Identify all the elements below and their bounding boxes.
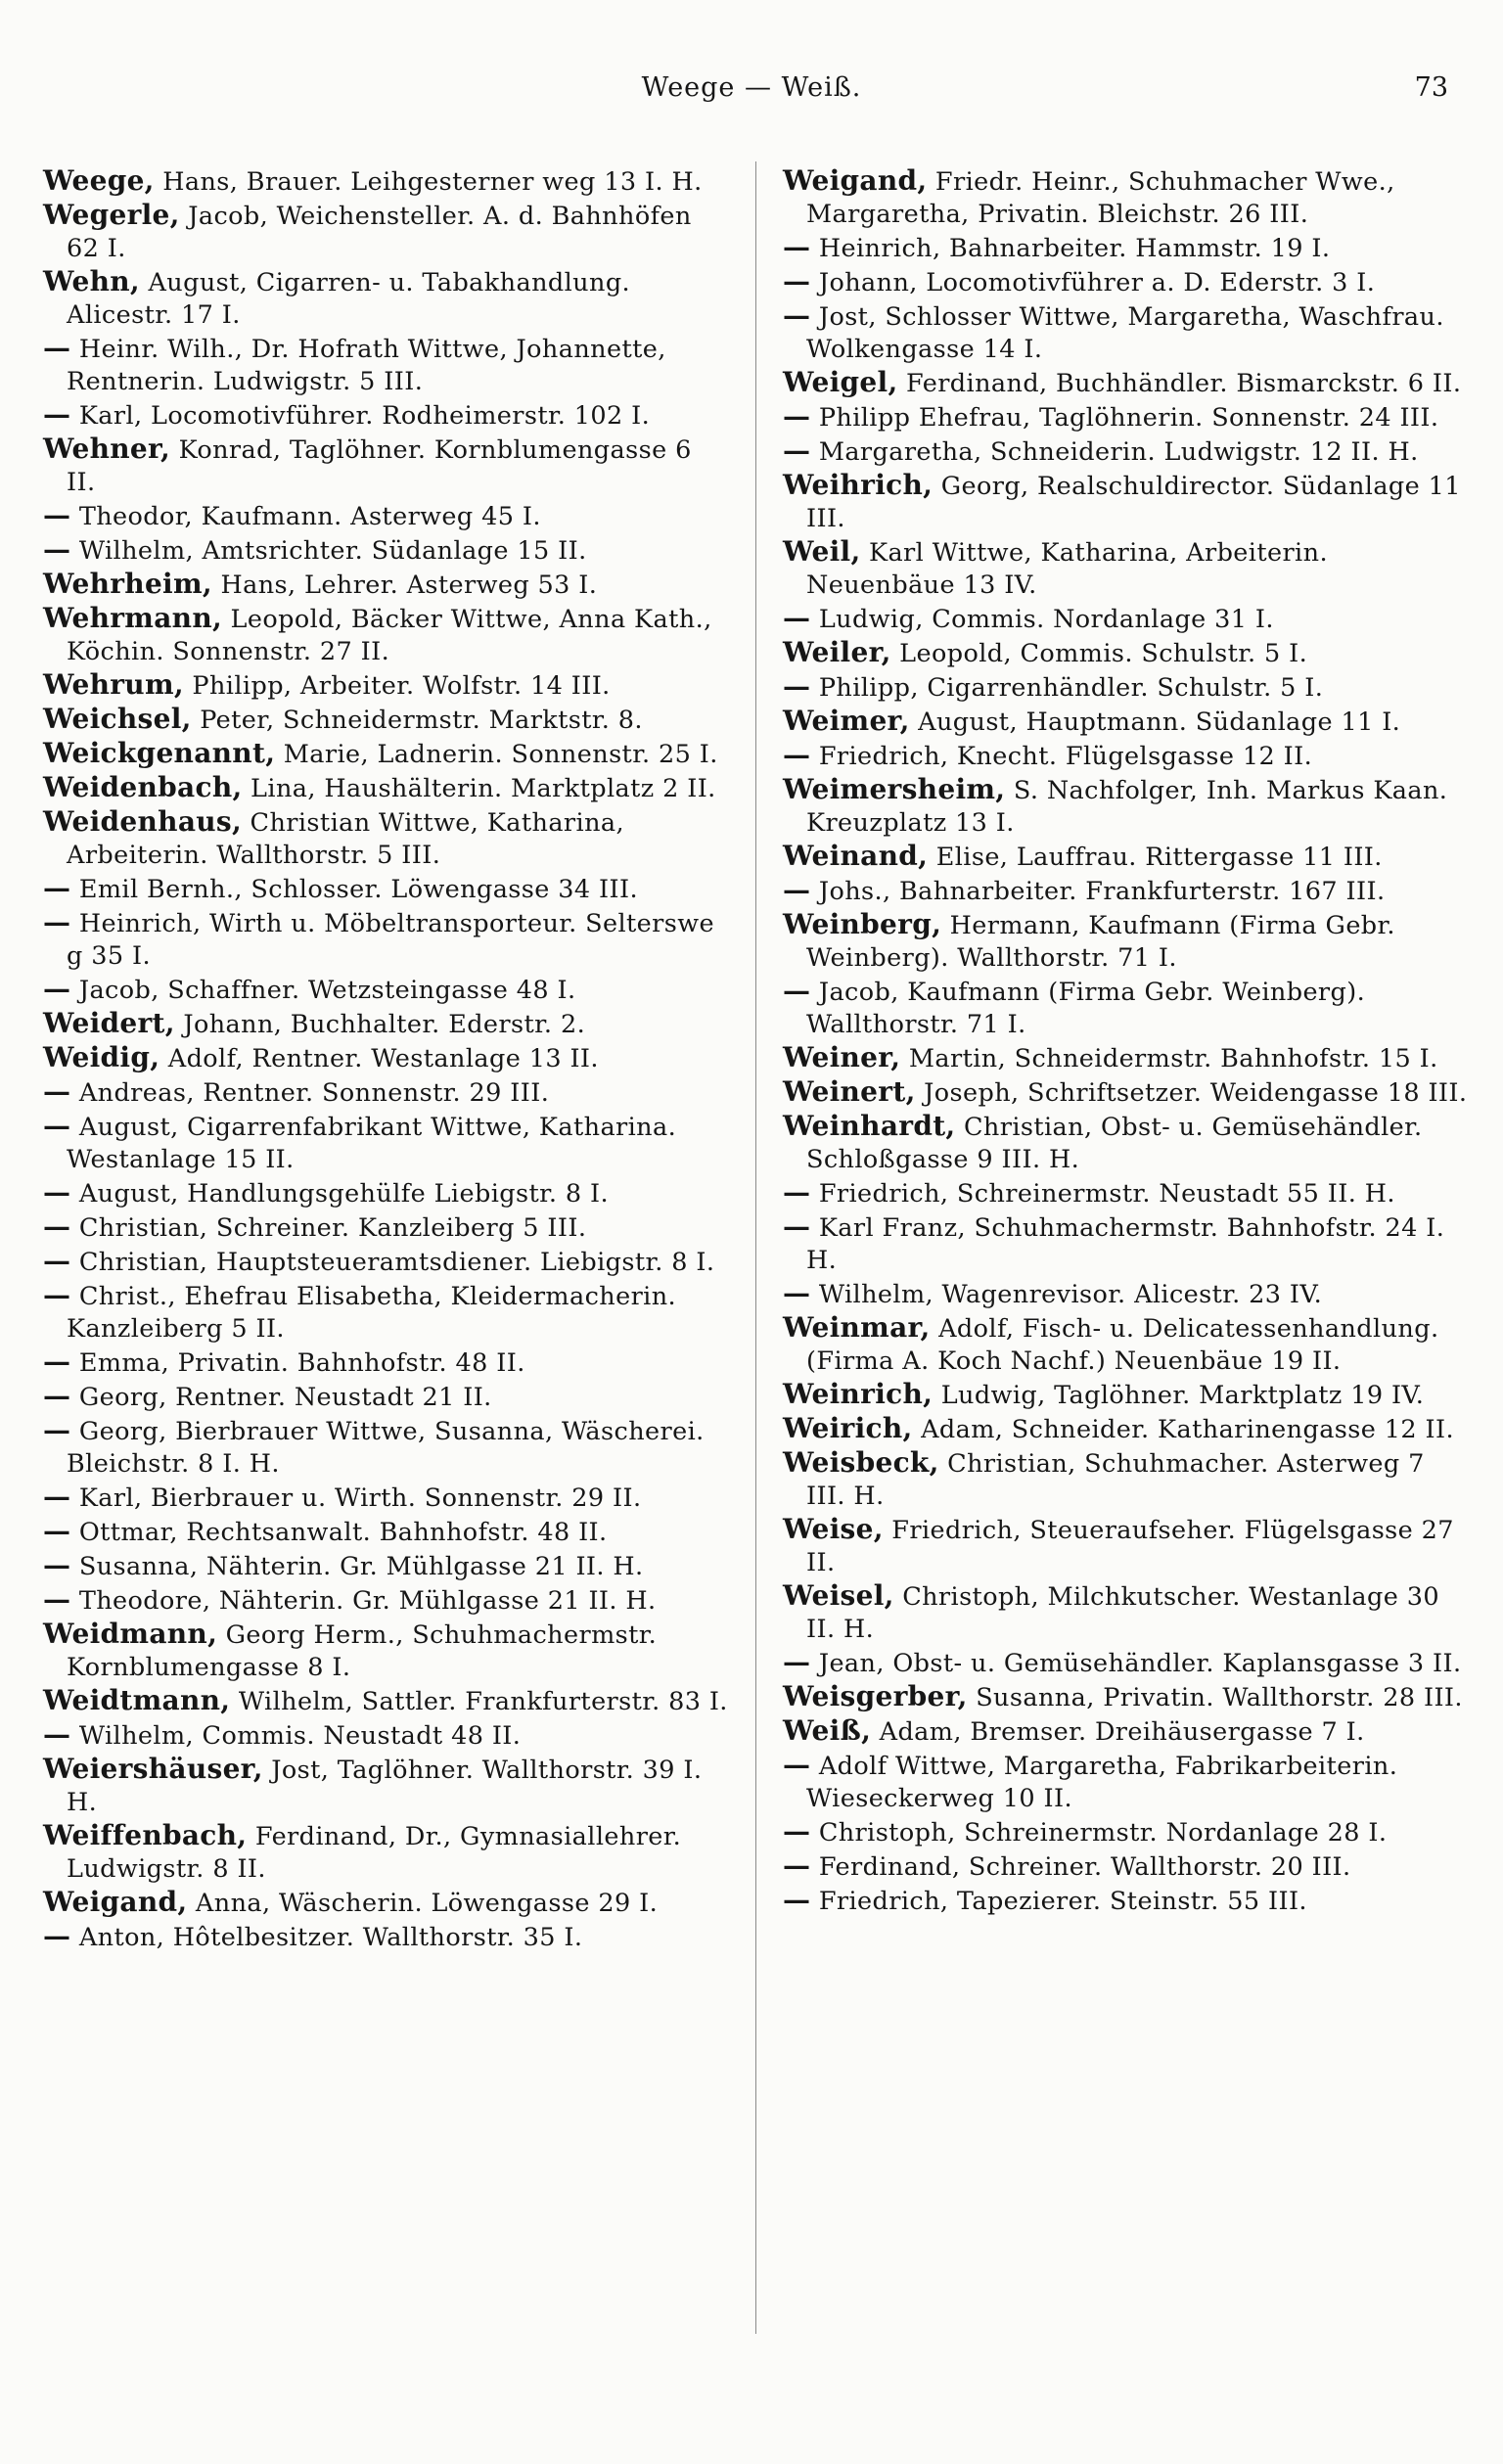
entry-details: Philipp Ehefrau, Taglöhnerin. Sonnenstr. 24 III. [810, 403, 1439, 433]
entry-surname: Weinberg, [783, 908, 942, 940]
directory-entry [783, 1277, 1472, 1311]
entry-details: Adolf, Rentner. Westanlage 13 II. [159, 1044, 599, 1073]
entry-surname: — [43, 1920, 71, 1952]
directory-entry [43, 906, 728, 973]
directory-entry [783, 874, 1472, 908]
directory-entry [43, 1110, 728, 1176]
entry-details: Hermann, Kaufmann (Firma Gebr. Weinberg). Wallthorstr. 71 I. [806, 911, 1395, 973]
entry-surname: Weidert, [43, 1007, 175, 1039]
entry-details: Jost, Taglöhner. Wallthorstr. 39 I. H. [67, 1756, 703, 1817]
entry-details: Georg, Bierbrauer Wittwe, Susanna, Wäscherei. Bleichstr. 8 I. H. [67, 1417, 705, 1479]
entry-surname: Weigel, [783, 366, 898, 398]
directory-entry [43, 1718, 728, 1753]
directory-entry [783, 1210, 1472, 1277]
entry-surname: Weickgenannt, [43, 737, 276, 769]
directory-entry [783, 366, 1472, 400]
directory-entry [43, 737, 728, 771]
directory-entry [43, 1245, 728, 1279]
entry-details: Philipp, Arbeiter. Wolfstr. 14 III. [183, 671, 611, 701]
entry-details: Christ., Ehefrau Elisabetha, Kleidermacherin. Kanzleiberg 5 II. [67, 1282, 677, 1344]
directory-entry [43, 602, 728, 668]
directory-entry [43, 1007, 728, 1041]
entry-details: Karl Wittwe, Katharina, Arbeiterin. Neuenbäue 13 IV. [806, 538, 1328, 600]
entry-details: August, Cigarrenfabrikant Wittwe, Katharina. Westanlage 15 II. [67, 1113, 677, 1174]
entry-details: Johann, Locomotivführer a. D. Ederstr. 3 I. [810, 268, 1376, 297]
entry-details: Friedrich, Steueraufseher. Flügelsgasse 27 II. [806, 1516, 1454, 1577]
directory-entry [783, 1849, 1472, 1884]
directory-entry [783, 1412, 1472, 1446]
entry-surname: Weinert, [783, 1075, 916, 1108]
entry-surname: Weisbeck, [783, 1446, 939, 1479]
running-title: Weege — Weiß. [641, 72, 862, 103]
entry-details: Ferdinand, Dr., Gymnasiallehrer. Ludwigstr. 8 II. [67, 1822, 682, 1884]
entry-surname: — [43, 1380, 71, 1412]
entry-surname: — [43, 1346, 71, 1378]
entry-surname: Weigand, [783, 164, 928, 197]
entry-details: Friedr. Heinr., Schuhmacher Wwe., Margaretha, Privatin. Bleichstr. 26 III. [806, 167, 1395, 229]
entry-surname: — [783, 975, 811, 1007]
directory-entry [43, 1549, 728, 1583]
entry-details: Margaretha, Schneiderin. Ludwigstr. 12 II. H. [810, 437, 1419, 467]
entry-details: Anton, Hôtelbesitzer. Wallthorstr. 35 I. [70, 1923, 583, 1952]
entry-surname: — [783, 1749, 811, 1781]
entry-details: Marie, Ladnerin. Sonnenstr. 25 I. [275, 740, 718, 769]
entry-surname: Weinhardt, [783, 1110, 956, 1142]
entry-details: Adam, Schneider. Katharinengasse 12 II. [912, 1415, 1454, 1444]
entry-details: August, Hauptmann. Südanlage 11 I. [909, 707, 1401, 737]
entry-surname: Weidig, [43, 1041, 160, 1073]
entry-surname: — [783, 1210, 811, 1243]
entry-details: Heinrich, Bahnarbeiter. Hammstr. 19 I. [810, 234, 1331, 263]
entry-details: Lina, Haushälterin. Marktplatz 2 II. [242, 774, 716, 803]
entry-details: Peter, Schneidermstr. Marktstr. 8. [191, 706, 643, 735]
entry-surname: Weiershäuser, [43, 1753, 263, 1785]
directory-entry [783, 602, 1472, 636]
directory-entry [783, 739, 1472, 773]
directory-entry [783, 1714, 1472, 1749]
entry-details: Jacob, Schaffner. Wetzsteingasse 48 I. [70, 976, 576, 1005]
entry-surname: Weiler, [783, 636, 891, 668]
entry-surname: — [43, 499, 71, 531]
entry-surname: Wehrmann, [43, 602, 223, 634]
directory-entry [783, 400, 1472, 434]
directory-entry [783, 908, 1472, 975]
entry-surname: Weiß, [783, 1714, 872, 1747]
entry-surname: Weinand, [783, 840, 929, 872]
entry-surname: — [43, 1210, 71, 1243]
entry-surname: — [43, 1718, 71, 1751]
entry-details: August, Handlungsgehülfe Liebigstr. 8 I. [70, 1179, 610, 1209]
entry-surname: — [43, 1245, 71, 1277]
directory-entry [43, 771, 728, 805]
directory-entry [43, 973, 728, 1007]
directory-entry [783, 164, 1472, 231]
entry-details: Adolf, Fisch- u. Delicatessenhandlung. (Firma A. Koch Nachf.) Neuenbäue 19 II. [806, 1314, 1439, 1376]
entry-surname: — [43, 1481, 71, 1513]
entry-surname: Weinrich, [783, 1378, 934, 1410]
directory-entry [43, 1346, 728, 1380]
directory-entry [783, 231, 1472, 265]
directory-entry [783, 1446, 1472, 1513]
directory-entry [43, 1041, 728, 1075]
entry-surname: Weisgerber, [783, 1680, 968, 1712]
entry-surname: — [43, 973, 71, 1005]
entry-surname: — [783, 1884, 811, 1916]
entry-surname: Weihrich, [783, 469, 934, 501]
directory-entry [43, 499, 728, 533]
directory-entry [783, 265, 1472, 299]
entry-surname: Weinmar, [783, 1311, 931, 1344]
directory-entry [43, 1210, 728, 1245]
directory-entry [783, 299, 1472, 366]
entry-surname: — [783, 299, 811, 332]
entry-details: Elise, Lauffrau. Rittergasse 11 III. [928, 843, 1383, 872]
entry-details: Christian, Schuhmacher. Asterweg 7 III. H. [806, 1449, 1425, 1511]
entry-details: Wilhelm, Commis. Neustadt 48 II. [70, 1721, 522, 1751]
entry-surname: — [43, 398, 71, 431]
directory-entry [783, 535, 1472, 602]
column-divider [755, 161, 756, 2334]
entry-surname: — [783, 874, 811, 906]
entry-surname: Wegerle, [43, 199, 180, 231]
entry-surname: — [43, 1110, 71, 1142]
entry-surname: — [783, 739, 811, 771]
entry-surname: Weidenbach, [43, 771, 243, 803]
entry-details: Ferdinand, Buchhändler. Bismarckstr. 6 II. [897, 369, 1462, 398]
entry-surname: Wehrheim, [43, 568, 212, 600]
directory-entry [43, 1618, 728, 1684]
entry-surname: — [783, 265, 811, 297]
entry-surname: Weiffenbach, [43, 1819, 248, 1851]
entry-details: Christoph, Milchkutscher. Westanlage 30 II. H. [806, 1582, 1439, 1644]
directory-entry [43, 1684, 728, 1718]
entry-details: Heinrich, Wirth u. Möbeltransporteur. Selterswe g 35 I. [67, 909, 714, 971]
entry-details: Hans, Brauer. Leihgesterner weg 13 I. H. [154, 167, 703, 197]
entry-details: Georg, Rentner. Neustadt 21 II. [70, 1383, 492, 1412]
entry-details: Karl Franz, Schuhmachermstr. Bahnhofstr. 24 I. H. [806, 1213, 1445, 1275]
entry-surname: Weirich, [783, 1412, 913, 1444]
entry-surname: Wehrum, [43, 668, 184, 701]
entry-details: Leopold, Bäcker Wittwe, Anna Kath., Köchin. Sonnenstr. 27 II. [67, 605, 712, 666]
entry-surname: Weimer, [783, 705, 910, 737]
entry-details: Susanna, Nähterin. Gr. Mühlgasse 21 II. H. [70, 1552, 644, 1581]
entry-surname: Weimersheim, [783, 773, 1006, 805]
entry-surname: Wehn, [43, 265, 140, 297]
entry-surname: — [43, 872, 71, 904]
page-number: 73 [1414, 72, 1448, 103]
directory-entry [43, 164, 728, 199]
directory-entry [43, 668, 728, 703]
directory-entry [43, 398, 728, 433]
entry-details: August, Cigarren- u. Tabakhandlung. Alicestr. 17 I. [67, 268, 631, 330]
entry-surname: — [43, 533, 71, 566]
entry-surname: — [783, 602, 811, 634]
entry-details: Wilhelm, Wagenrevisor. Alicestr. 23 IV. [810, 1280, 1323, 1309]
entry-surname: — [783, 434, 811, 467]
entry-details: Martin, Schneidermstr. Bahnhofstr. 15 I. [900, 1044, 1438, 1073]
directory-entry [783, 773, 1472, 840]
entry-details: Theodore, Nähterin. Gr. Mühlgasse 21 II. H. [70, 1586, 657, 1616]
entry-details: Georg, Realschuldirector. Südanlage 11 III. [806, 472, 1461, 533]
entry-details: Susanna, Privatin. Wallthorstr. 28 III. [967, 1683, 1463, 1712]
entry-details: Anna, Wäscherin. Löwengasse 29 I. [187, 1889, 659, 1918]
entry-details: Hans, Lehrer. Asterweg 53 I. [211, 570, 598, 600]
entry-surname: — [43, 1414, 71, 1446]
entry-details: Konrad, Taglöhner. Kornblumengasse 6 II. [67, 435, 692, 497]
entry-surname: — [43, 1075, 71, 1108]
directory-entry [783, 1176, 1472, 1210]
entry-surname: — [783, 1815, 811, 1848]
entry-details: Christian Wittwe, Katharina, Arbeiterin. Wallthorstr. 5 III. [67, 808, 624, 870]
entry-details: Jacob, Kaufmann (Firma Gebr. Weinberg). Wallthorstr. 71 I. [806, 978, 1366, 1039]
directory-entry [43, 1414, 728, 1481]
directory-entry [783, 469, 1472, 535]
entry-details: Jacob, Weichensteller. A. d. Bahnhöfen 62 I. [67, 202, 692, 263]
directory-entry [783, 434, 1472, 469]
directory-entry [783, 636, 1472, 670]
directory-entry [783, 670, 1472, 705]
directory-entry [43, 1515, 728, 1549]
entry-details: Jean, Obst- u. Gemüsehändler. Kaplansgasse 3 II. [810, 1649, 1462, 1678]
entry-surname: Weisel, [783, 1579, 894, 1612]
directory-entry [43, 1481, 728, 1515]
directory-entry [43, 1819, 728, 1886]
directory-entry [783, 840, 1472, 874]
entry-surname: Wehner, [43, 433, 171, 465]
entry-details: Christian, Hauptsteueramtsdiener. Liebigstr. 8 I. [70, 1248, 715, 1277]
entry-details: Friedrich, Tapezierer. Steinstr. 55 III. [810, 1887, 1307, 1916]
directory-entry [43, 1920, 728, 1954]
entry-surname: — [783, 1646, 811, 1678]
entry-details: Karl, Locomotivführer. Rodheimerstr. 102 I. [70, 401, 651, 431]
directory-entry [783, 1815, 1472, 1849]
entry-details: Georg Herm., Schuhmachermstr. Kornblumengasse 8 I. [67, 1620, 658, 1682]
directory-entry [43, 1753, 728, 1819]
entry-surname: Weidmann, [43, 1618, 218, 1650]
entry-surname: Weise, [783, 1513, 884, 1545]
directory-entry [43, 1075, 728, 1110]
entry-details: Johann, Buchhalter. Ederstr. 2. [174, 1010, 586, 1039]
entry-surname: — [43, 1515, 71, 1547]
directory-entry [43, 1176, 728, 1210]
entry-details: Wilhelm, Amtsrichter. Südanlage 15 II. [70, 536, 587, 566]
entry-surname: Weidtmann, [43, 1684, 231, 1716]
directory-entry [43, 533, 728, 568]
directory-entry [43, 265, 728, 332]
entry-details: Heinr. Wilh., Dr. Hofrath Wittwe, Johannette, Rentnerin. Ludwigstr. 5 III. [67, 335, 666, 396]
directory-entry [783, 1749, 1472, 1815]
entry-details: Christoph, Schreinermstr. Nordanlage 28 I. [810, 1818, 1388, 1848]
entry-details: Wilhelm, Sattler. Frankfurterstr. 83 I. [230, 1687, 728, 1716]
entry-details: Karl, Bierbrauer u. Wirth. Sonnenstr. 29 II. [70, 1483, 642, 1513]
entry-details: Christian, Obst- u. Gemüsehändler. Schloßgasse 9 III. H. [806, 1113, 1423, 1174]
page-header [0, 72, 1503, 112]
entry-surname: — [783, 1849, 811, 1882]
directory-column-left [43, 164, 728, 1954]
entry-surname: Weil, [783, 535, 861, 568]
directory-entry [43, 199, 728, 265]
entry-details: Emil Bernh., Schlosser. Löwengasse 34 III. [70, 875, 638, 904]
entry-details: Friedrich, Knecht. Flügelsgasse 12 II. [810, 742, 1313, 771]
entry-details: Ludwig, Taglöhner. Marktplatz 19 IV. [933, 1381, 1425, 1410]
entry-surname: — [43, 332, 71, 364]
directory-entry [783, 1378, 1472, 1412]
entry-details: Leopold, Commis. Schulstr. 5 I. [890, 639, 1308, 668]
directory-entry [43, 568, 728, 602]
entry-details: Johs., Bahnarbeiter. Frankfurterstr. 167 III. [810, 877, 1386, 906]
entry-details: Christian, Schreiner. Kanzleiberg 5 III. [70, 1213, 587, 1243]
directory-entry [783, 1041, 1472, 1075]
entry-surname: Weigand, [43, 1886, 188, 1918]
entry-surname: — [783, 400, 811, 433]
entry-surname: — [783, 670, 811, 703]
directory-entry [43, 703, 728, 737]
entry-details: Joseph, Schriftsetzer. Weidengasse 18 III. [915, 1078, 1468, 1108]
entry-details: Adolf Wittwe, Margaretha, Fabrikarbeiterin. Wieseckerweg 10 II. [806, 1752, 1398, 1813]
directory-entry [783, 1110, 1472, 1176]
entry-surname: Weege, [43, 164, 155, 197]
directory-entry [783, 1579, 1472, 1646]
directory-column-right [783, 164, 1472, 1918]
entry-surname: Weidenhaus, [43, 805, 243, 838]
entry-details: Andreas, Rentner. Sonnenstr. 29 III. [70, 1078, 550, 1108]
entry-details: Ottmar, Rechtsanwalt. Bahnhofstr. 48 II. [70, 1518, 608, 1547]
directory-entry [43, 1886, 728, 1920]
entry-surname: — [43, 1583, 71, 1616]
directory-entry [43, 1583, 728, 1618]
entry-details: Philipp, Cigarrenhändler. Schulstr. 5 I. [810, 673, 1324, 703]
entry-details: Jost, Schlosser Wittwe, Margaretha, Waschfrau. Wolkengasse 14 I. [806, 302, 1444, 364]
entry-surname: Weiner, [783, 1041, 901, 1073]
entry-surname: — [783, 1176, 811, 1209]
entry-details: Ludwig, Commis. Nordanlage 31 I. [810, 605, 1274, 634]
entry-details: Ferdinand, Schreiner. Wallthorstr. 20 III. [810, 1852, 1351, 1882]
entry-surname: — [783, 1277, 811, 1309]
entry-details: Friedrich, Schreinermstr. Neustadt 55 II. H. [810, 1179, 1395, 1209]
directory-entry [783, 1646, 1472, 1680]
directory-entry [43, 433, 728, 499]
entry-details: S. Nachfolger, Inh. Markus Kaan. Kreuzplatz 13 I. [806, 776, 1448, 838]
directory-entry [783, 1513, 1472, 1579]
directory-entry [43, 805, 728, 872]
directory-entry [783, 1680, 1472, 1714]
entry-surname: — [43, 906, 71, 938]
entry-details: Emma, Privatin. Bahnhofstr. 48 II. [70, 1348, 525, 1378]
directory-entry [783, 1884, 1472, 1918]
directory-entry [783, 705, 1472, 739]
entry-surname: — [43, 1549, 71, 1581]
entry-surname: — [43, 1176, 71, 1209]
directory-entry [783, 1075, 1472, 1110]
entry-surname: — [43, 1279, 71, 1311]
directory-entry [43, 1279, 728, 1346]
entry-details: Theodor, Kaufmann. Asterweg 45 I. [70, 502, 541, 531]
entry-details: Adam, Bremser. Dreihäusergasse 7 I. [871, 1717, 1365, 1747]
entry-surname: — [783, 231, 811, 263]
directory-entry [43, 872, 728, 906]
directory-entry [43, 332, 728, 398]
directory-entry [783, 1311, 1472, 1378]
directory-entry [783, 975, 1472, 1041]
entry-surname: Weichsel, [43, 703, 192, 735]
directory-entry [43, 1380, 728, 1414]
